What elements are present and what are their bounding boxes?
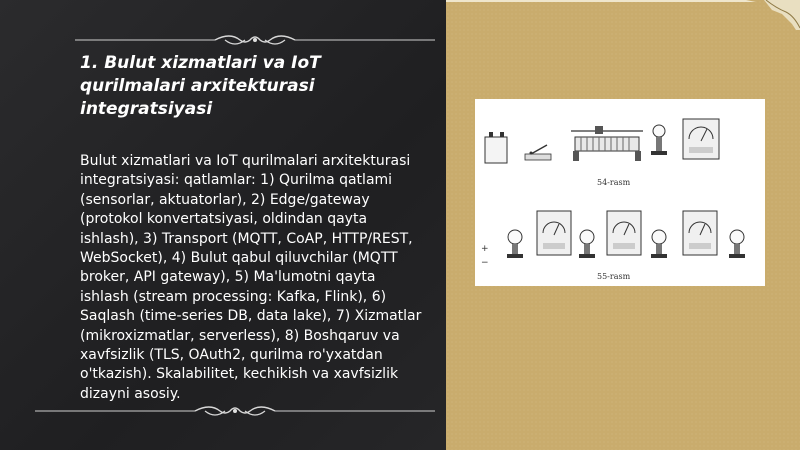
minus-sign: −: [481, 258, 489, 268]
plus-sign: +: [481, 244, 489, 254]
lamp-icon: [729, 230, 745, 258]
bottom-flourish-ornament: [35, 403, 435, 419]
circuit-drawing: [475, 99, 765, 286]
caption-bottom: 55-rasm: [597, 272, 631, 281]
circuit-figure: [475, 99, 765, 286]
bookmark-ribbon-icon: [446, 0, 800, 30]
switch-icon: [525, 145, 551, 160]
battery-icon: [485, 132, 507, 163]
top-flourish-ornament: [75, 32, 435, 48]
lamp-icon: [651, 230, 667, 258]
slide-title: 1. Bulut xizmatlari va IoT qurilmalari arxitekturasi integratsiyasi: [80, 53, 321, 119]
slide-body: Bulut xizmatlari va IoT qurilmalari arxitekturasi integratsiyasi: qatlamlar: 1) Qurilma qatlami (sensorlar, aktuatorlar), 2) Edge/gateway (protokol konvertatsiyasi, oldindan qayta ishlash), 3) Transport (MQTT, CoAP, HTTP/REST, WebSocket), 4) Bulut qabul qiluvchilar (MQTT broker, API gateway), 5) Ma'lumotni qayta ishlash (stream processing: Kafka, Flink), 6) Saqlash (time-series DB, data lake), 7) Xizmatlar (mikroxizmatlar, serverless), 8) Boshqaruv va xavfsizlik (TLS, OAuth2, qurilma ro'yxatdan o'tkazish). Skalabilitet, kechikish va xavfsizlik dizayni asosiy.: [80, 153, 422, 402]
meter-icon: [537, 211, 571, 255]
meter-icon: [607, 211, 641, 255]
lamp-icon: [651, 125, 667, 155]
lamp-icon: [507, 230, 523, 258]
meter-icon: [683, 211, 717, 255]
lamp-icon: [579, 230, 595, 258]
caption-top: 54-rasm: [597, 178, 631, 187]
meter-icon: [683, 119, 719, 159]
rheostat-icon: [571, 126, 643, 161]
